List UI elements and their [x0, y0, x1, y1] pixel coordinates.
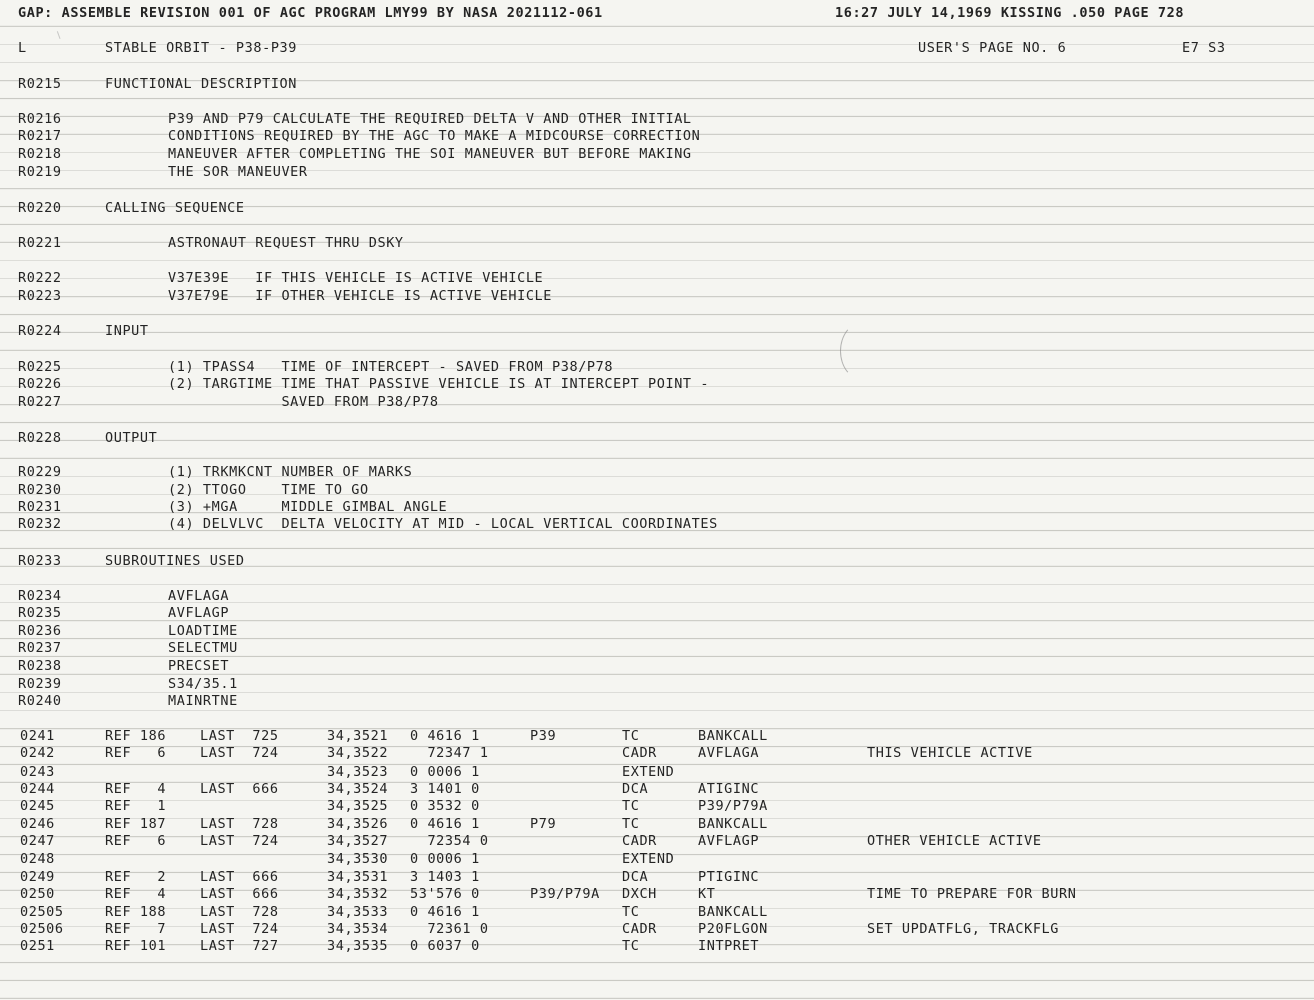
- line-number: R0239: [18, 676, 62, 692]
- line-number: R0234: [18, 588, 62, 604]
- line-number: R0240: [18, 693, 62, 709]
- comment-text: AVFLAGP: [168, 605, 230, 621]
- line-number: R0216: [18, 111, 62, 127]
- comment-text: (1) TPASS4 TIME OF INTERCEPT - SAVED FROM P38/P78: [168, 359, 614, 375]
- header-title: GAP: ASSEMBLE REVISION 001 OF AGC PROGRAM LMY99 BY NASA 2021112-061: [18, 5, 603, 21]
- line-number: 0245: [20, 798, 55, 814]
- comment-text: MAINRTNE: [168, 693, 238, 709]
- comment-text: V37E39E IF THIS VEHICLE IS ACTIVE VEHICLE: [168, 270, 544, 286]
- line-number: R0228: [18, 430, 62, 446]
- operand: BANKCALL: [698, 728, 768, 744]
- comment-text: (1) TRKMKCNT NUMBER OF MARKS: [168, 464, 413, 480]
- comment-text: (2) TTOGO TIME TO GO: [168, 482, 369, 498]
- octal-word: 0 3532 0: [410, 798, 480, 814]
- pencil-arc-mark: [840, 322, 885, 380]
- line-number: R0218: [18, 146, 62, 162]
- last-ref: LAST 725: [200, 728, 279, 744]
- address: 34,3521: [327, 728, 389, 744]
- line-number: R0219: [18, 164, 62, 180]
- octal-word: 0 0006 1: [410, 851, 480, 867]
- opcode: EXTEND: [622, 851, 675, 867]
- last-ref: LAST 724: [200, 833, 279, 849]
- operand: PTIGINC: [698, 869, 760, 885]
- comment-heading: INPUT: [105, 323, 149, 339]
- header-timestamp: 16:27 JULY 14,1969 KISSING .050 PAGE 728: [835, 5, 1185, 21]
- ref-count: REF 6: [105, 833, 167, 849]
- opcode: TC: [622, 728, 640, 744]
- line-number: R0226: [18, 376, 62, 392]
- octal-word: 0 6037 0: [410, 938, 480, 954]
- line-number: R0225: [18, 359, 62, 375]
- line-number: R0215: [18, 76, 62, 92]
- address: 34,3535: [327, 938, 389, 954]
- last-ref: LAST 666: [200, 781, 279, 797]
- last-ref: LAST 727: [200, 938, 279, 954]
- address: 34,3533: [327, 904, 389, 920]
- last-ref: LAST 724: [200, 921, 279, 937]
- line-number: R0231: [18, 499, 62, 515]
- ref-count: REF 6: [105, 745, 167, 761]
- line-number: R0230: [18, 482, 62, 498]
- operand: AVFLAGP: [698, 833, 760, 849]
- comment-text: PRECSET: [168, 658, 230, 674]
- line-number: 0241: [20, 728, 55, 744]
- address: 34,3530: [327, 851, 389, 867]
- comment-text: SELECTMU: [168, 640, 238, 656]
- comment-text: S34/35.1: [168, 676, 238, 692]
- comment-text: ASTRONAUT REQUEST THRU DSKY: [168, 235, 404, 251]
- pen-mark: [57, 29, 66, 39]
- code-label: P39: [530, 728, 557, 744]
- octal-word: 0 4616 1: [410, 816, 480, 832]
- line-number: 0246: [20, 816, 55, 832]
- line-number: R0232: [18, 516, 62, 532]
- line-number: 0250: [20, 886, 55, 902]
- address: 34,3525: [327, 798, 389, 814]
- ref-count: REF 1: [105, 798, 167, 814]
- line-number: 0247: [20, 833, 55, 849]
- code-comment: THIS VEHICLE ACTIVE: [867, 745, 1033, 761]
- line-number: 0244: [20, 781, 55, 797]
- line-number: 0251: [20, 938, 55, 954]
- line-number: 0249: [20, 869, 55, 885]
- comment-text: THE SOR MANEUVER: [168, 164, 308, 180]
- operand: KT: [698, 886, 716, 902]
- opcode: TC: [622, 798, 640, 814]
- last-ref: LAST 666: [200, 886, 279, 902]
- opcode: DCA: [622, 869, 649, 885]
- octal-word: 3 1403 1: [410, 869, 480, 885]
- code-comment: SET UPDATFLG, TRACKFLG: [867, 921, 1060, 937]
- octal-word: 3 1401 0: [410, 781, 480, 797]
- octal-word: 72347 1: [410, 745, 489, 761]
- comment-text: (4) DELVLVC DELTA VELOCITY AT MID - LOCAL VERTICAL COORDINATES: [168, 516, 718, 532]
- comment-heading: SUBROUTINES USED: [105, 553, 245, 569]
- octal-word: 53'576 0: [410, 886, 480, 902]
- line-number: 02506: [20, 921, 64, 937]
- ref-count: REF 4: [105, 781, 167, 797]
- code-comment: OTHER VEHICLE ACTIVE: [867, 833, 1042, 849]
- operand: BANKCALL: [698, 816, 768, 832]
- comment-heading: FUNCTIONAL DESCRIPTION: [105, 76, 298, 92]
- page-code: E7 S3: [1182, 40, 1226, 56]
- comment-text: LOADTIME: [168, 623, 238, 639]
- ref-count: REF 188: [105, 904, 167, 920]
- subheader-tag: L: [18, 40, 27, 56]
- octal-word: 0 4616 1: [410, 728, 480, 744]
- code-comment: TIME TO PREPARE FOR BURN: [867, 886, 1077, 902]
- operand: INTPRET: [698, 938, 760, 954]
- address: 34,3532: [327, 886, 389, 902]
- ref-count: REF 2: [105, 869, 167, 885]
- address: 34,3526: [327, 816, 389, 832]
- comment-text: CONDITIONS REQUIRED BY THE AGC TO MAKE A MIDCOURSE CORRECTION: [168, 128, 701, 144]
- code-label: P39/P79A: [530, 886, 600, 902]
- address: 34,3531: [327, 869, 389, 885]
- ref-count: REF 187: [105, 816, 167, 832]
- code-label: P79: [530, 816, 557, 832]
- users-page-number: USER'S PAGE NO. 6: [918, 40, 1067, 56]
- ref-count: REF 7: [105, 921, 167, 937]
- line-number: R0217: [18, 128, 62, 144]
- operand: BANKCALL: [698, 904, 768, 920]
- line-number: R0236: [18, 623, 62, 639]
- line-number: R0221: [18, 235, 62, 251]
- line-number: R0224: [18, 323, 62, 339]
- ref-count: REF 186: [105, 728, 167, 744]
- last-ref: LAST 666: [200, 869, 279, 885]
- comment-text: (2) TARGTIME TIME THAT PASSIVE VEHICLE IS AT INTERCEPT POINT -: [168, 376, 710, 392]
- ref-count: REF 4: [105, 886, 167, 902]
- last-ref: LAST 728: [200, 904, 279, 920]
- last-ref: LAST 724: [200, 745, 279, 761]
- line-number: R0223: [18, 288, 62, 304]
- opcode: DCA: [622, 781, 649, 797]
- opcode: TC: [622, 904, 640, 920]
- comment-text: MANEUVER AFTER COMPLETING THE SOI MANEUVER BUT BEFORE MAKING: [168, 146, 692, 162]
- opcode: CADR: [622, 745, 657, 761]
- opcode: CADR: [622, 921, 657, 937]
- address: 34,3527: [327, 833, 389, 849]
- comment-text: P39 AND P79 CALCULATE THE REQUIRED DELTA V AND OTHER INITIAL: [168, 111, 692, 127]
- last-ref: LAST 728: [200, 816, 279, 832]
- address: 34,3522: [327, 745, 389, 761]
- line-number: R0233: [18, 553, 62, 569]
- comment-text: (3) +MGA MIDDLE GIMBAL ANGLE: [168, 499, 448, 515]
- address: 34,3524: [327, 781, 389, 797]
- comment-heading: OUTPUT: [105, 430, 158, 446]
- comment-heading: CALLING SEQUENCE: [105, 200, 245, 216]
- octal-word: 72354 0: [410, 833, 489, 849]
- section-title: STABLE ORBIT - P38-P39: [105, 40, 298, 56]
- octal-word: 0 4616 1: [410, 904, 480, 920]
- operand: P39/P79A: [698, 798, 768, 814]
- line-number: R0229: [18, 464, 62, 480]
- comment-text: V37E79E IF OTHER VEHICLE IS ACTIVE VEHICLE: [168, 288, 553, 304]
- line-number: R0220: [18, 200, 62, 216]
- operand: ATIGINC: [698, 781, 760, 797]
- address: 34,3523: [327, 764, 389, 780]
- address: 34,3534: [327, 921, 389, 937]
- opcode: TC: [622, 938, 640, 954]
- operand: AVFLAGA: [698, 745, 760, 761]
- ref-count: REF 101: [105, 938, 167, 954]
- line-number: R0222: [18, 270, 62, 286]
- opcode: DXCH: [622, 886, 657, 902]
- operand: P20FLGON: [698, 921, 768, 937]
- line-number: 02505: [20, 904, 64, 920]
- octal-word: 0 0006 1: [410, 764, 480, 780]
- opcode: CADR: [622, 833, 657, 849]
- line-number: 0242: [20, 745, 55, 761]
- opcode: TC: [622, 816, 640, 832]
- line-number: R0237: [18, 640, 62, 656]
- line-number: 0243: [20, 764, 55, 780]
- octal-word: 72361 0: [410, 921, 489, 937]
- line-number: R0235: [18, 605, 62, 621]
- line-number: 0248: [20, 851, 55, 867]
- line-number: R0227: [18, 394, 62, 410]
- comment-text: SAVED FROM P38/P78: [168, 394, 439, 410]
- comment-text: AVFLAGA: [168, 588, 230, 604]
- line-number: R0238: [18, 658, 62, 674]
- opcode: EXTEND: [622, 764, 675, 780]
